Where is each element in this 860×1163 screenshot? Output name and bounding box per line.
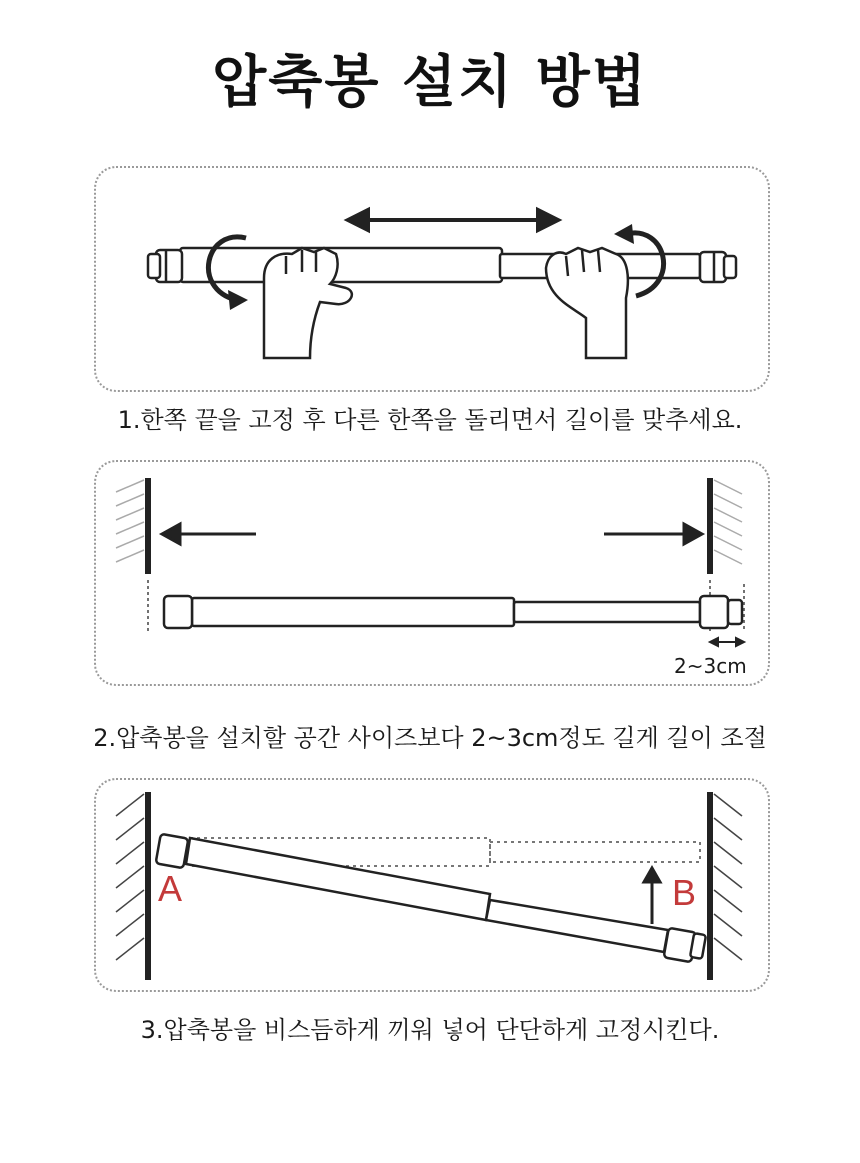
hand-icon (546, 248, 628, 358)
point-a-label: A (158, 868, 183, 909)
tension-rod (148, 248, 736, 282)
point-b-label: B (672, 872, 697, 913)
arrow-right-icon (604, 524, 702, 544)
arrow-up-icon (644, 868, 660, 924)
rotate-arrowhead-right (614, 224, 634, 244)
step-1-caption: 1.한쪽 끝을 고정 후 다른 한쪽을 돌리면서 길이를 맞추세요. (117, 406, 743, 434)
step-2-illustration (94, 460, 770, 686)
arrow-left-icon (162, 524, 256, 544)
step-2-caption: 2.압축봉을 설치할 공간 사이즈보다 2~3cm정도 길게 길이 조절 (93, 724, 767, 752)
step-3-illustration (94, 778, 770, 992)
double-arrow-icon (348, 210, 558, 230)
page-title: 압축봉 설치 방법 (212, 50, 648, 115)
wall-icon (148, 478, 710, 574)
tension-rod (164, 596, 742, 628)
hand-icon (264, 248, 352, 358)
measure-arrow (710, 638, 744, 646)
tension-rod (156, 834, 706, 962)
measure-label: 2~3cm (674, 654, 747, 678)
step-3-caption: 3.압축봉을 비스듬하게 끼워 넣어 단단하게 고정시킨다. (140, 1016, 720, 1044)
rotate-arrowhead-left (228, 290, 248, 310)
step-1-illustration (94, 166, 770, 392)
